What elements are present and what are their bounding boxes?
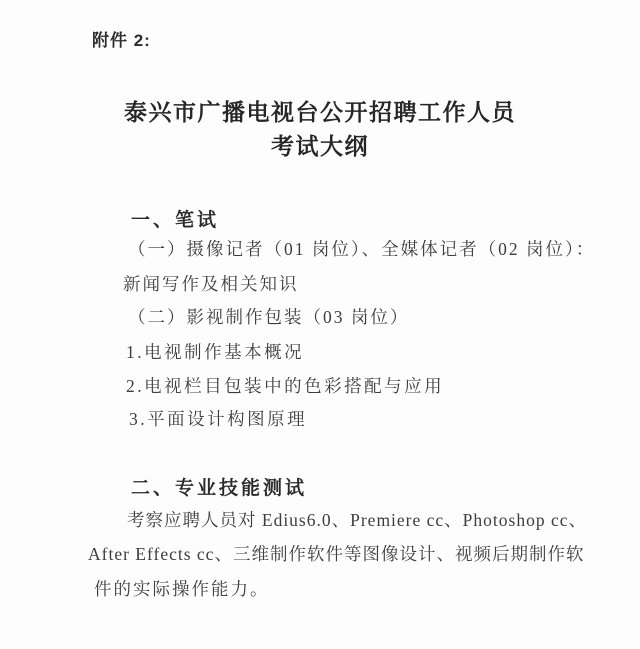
skill-test-paragraph-line-1: 考察应聘人员对 Edius6.0、Premiere cc、Photoshop cc、: [127, 510, 587, 530]
written-test-item-1: 1.电视制作基本概况: [126, 342, 305, 362]
written-test-item-2: 2.电视栏目包装中的色彩搭配与应用: [126, 376, 445, 396]
written-test-line-position-03: （二）影视制作包装（03 岗位）: [128, 307, 410, 327]
skill-test-paragraph-line-2: After Effects cc、三维制作软件等图像设计、视频后期制作软: [88, 544, 585, 564]
section-skill-test-heading: 二、专业技能测试: [131, 478, 308, 499]
document-title-line1: 泰兴市广播电视台公开招聘工作人员: [124, 99, 516, 125]
document-title-line2: 考试大纲: [271, 133, 369, 159]
written-test-line-positions-01-02: （一）摄像记者（01 岗位）、全媒体记者（02 岗位）：: [128, 239, 596, 259]
written-test-line-news-writing: 新闻写作及相关知识: [123, 274, 299, 294]
written-test-item-3: 3.平面设计构图原理: [129, 409, 308, 429]
section-written-test-heading: 一、笔试: [131, 210, 220, 231]
attachment-label: 附件 2:: [92, 31, 151, 50]
skill-test-paragraph-line-3: 件的实际操作能力。: [94, 579, 270, 599]
